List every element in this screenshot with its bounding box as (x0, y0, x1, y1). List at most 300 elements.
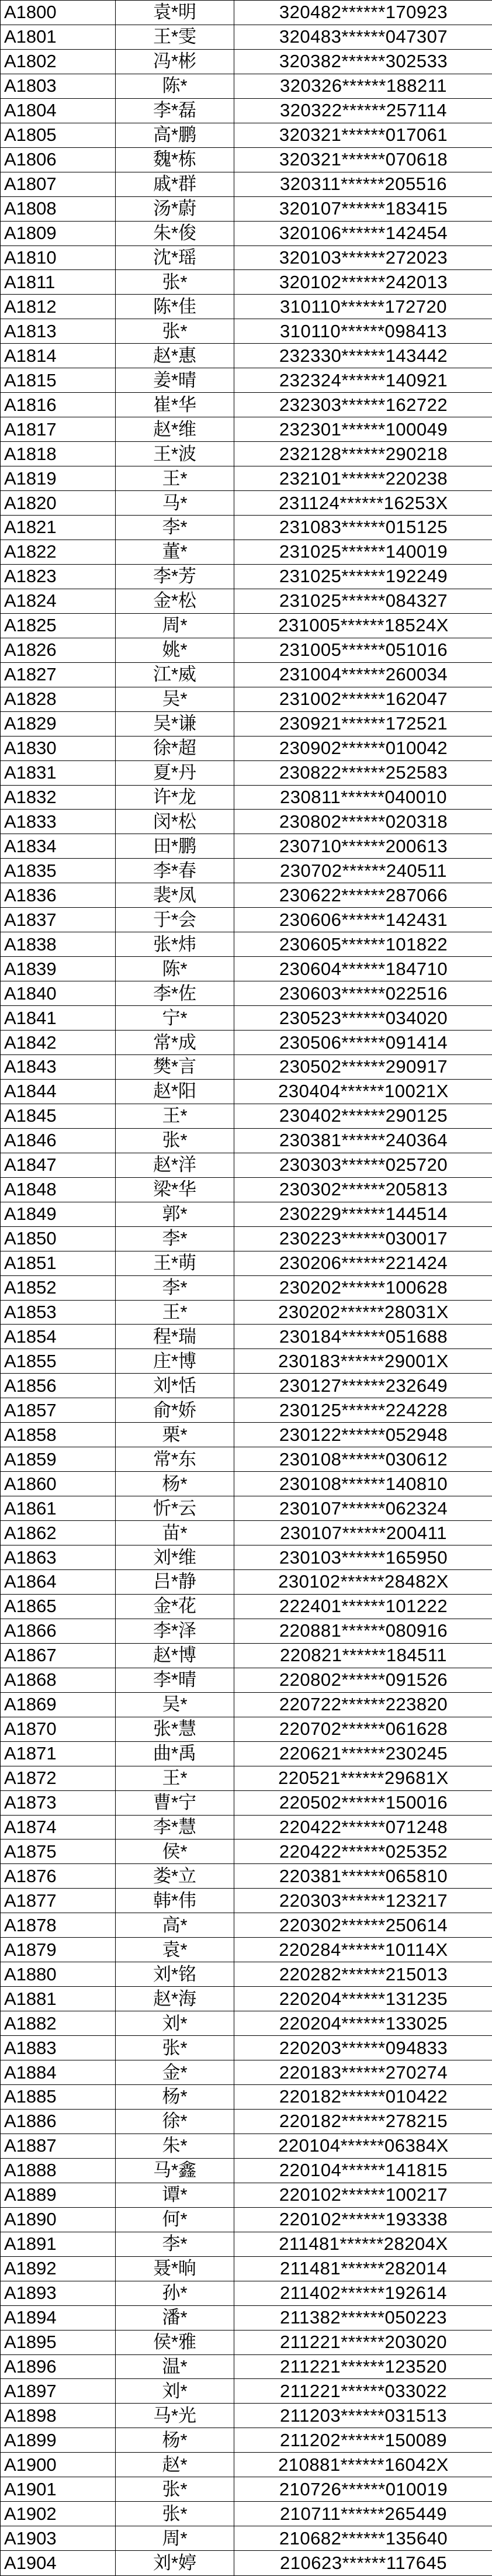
table-row (1, 760, 492, 785)
row-id-cell: A1805 (1, 123, 116, 147)
table-row (1, 2134, 492, 2158)
row-id-cell: A1884 (1, 2060, 116, 2085)
id-number-cell: 230710******200613 (234, 834, 492, 859)
name-cell: 赵* (116, 2453, 234, 2477)
row-id-cell: A1806 (1, 147, 116, 172)
name-cell: 赵*海 (116, 1987, 234, 2011)
id-number-cell: 320107******183415 (234, 196, 492, 221)
id-number-cell: 231025******140019 (234, 540, 492, 564)
table-row (1, 2207, 492, 2232)
id-number-cell: 320326******188211 (234, 74, 492, 98)
table-row (1, 1079, 492, 1104)
table-row (1, 859, 492, 883)
name-cell: 冯*彬 (116, 49, 234, 74)
name-cell: 杨* (116, 2428, 234, 2453)
id-number-cell: 320482******170923 (234, 1, 492, 25)
name-cell: 李*磊 (116, 98, 234, 123)
id-number-cell: 320322******257114 (234, 98, 492, 123)
table-row (1, 25, 492, 49)
row-id-cell: A1812 (1, 295, 116, 319)
row-id-cell: A1828 (1, 687, 116, 711)
table-row (1, 491, 492, 516)
row-id-cell: A1896 (1, 2354, 116, 2379)
id-number-cell: 220502******150016 (234, 1790, 492, 1815)
table-row (1, 2011, 492, 2036)
name-cell: 宁* (116, 1006, 234, 1031)
name-cell: 江*威 (116, 662, 234, 687)
table-row (1, 1104, 492, 1128)
id-number-cell: 230108******140810 (234, 1472, 492, 1496)
name-cell: 李*佐 (116, 981, 234, 1006)
row-id-cell: A1811 (1, 270, 116, 295)
row-id-cell: A1830 (1, 736, 116, 760)
row-id-cell: A1802 (1, 49, 116, 74)
row-id-cell: A1848 (1, 1177, 116, 1202)
id-number-cell: 230206******221424 (234, 1251, 492, 1275)
row-id-cell: A1894 (1, 2305, 116, 2330)
row-id-cell: A1868 (1, 1668, 116, 1692)
name-cell: 赵*维 (116, 417, 234, 442)
id-number-cell: 231004******260034 (234, 662, 492, 687)
id-number-cell: 230605******101822 (234, 932, 492, 957)
row-id-cell: A1844 (1, 1079, 116, 1104)
id-number-cell: 210623******117645 (234, 2551, 492, 2576)
table-row (1, 295, 492, 319)
id-number-cell: 220182******278215 (234, 2109, 492, 2134)
id-number-cell: 310110******098413 (234, 319, 492, 344)
name-cell: 马*鑫 (116, 2158, 234, 2183)
name-cell: 樊*言 (116, 1054, 234, 1079)
row-id-cell: A1892 (1, 2256, 116, 2281)
row-id-cell: A1865 (1, 1594, 116, 1619)
name-cell: 聂*晌 (116, 2256, 234, 2281)
table-row (1, 1177, 492, 1202)
table-row (1, 908, 492, 932)
row-id-cell: A1813 (1, 319, 116, 344)
id-number-cell: 220182******010422 (234, 2085, 492, 2110)
row-id-cell: A1808 (1, 196, 116, 221)
name-cell: 刘*婷 (116, 2551, 234, 2576)
name-cell: 杨* (116, 2085, 234, 2110)
id-number-cell: 220302******250614 (234, 1913, 492, 1938)
id-number-cell: 230122******052948 (234, 1423, 492, 1447)
name-cell: 裴*凤 (116, 883, 234, 908)
name-cell: 袁* (116, 1938, 234, 1962)
id-number-cell: 230229******144514 (234, 1202, 492, 1226)
row-id-cell: A1903 (1, 2526, 116, 2551)
id-number-cell: 210881******16042X (234, 2453, 492, 2477)
name-cell: 董* (116, 540, 234, 564)
id-number-cell: 232301******100049 (234, 417, 492, 442)
id-number-cell: 231002******162047 (234, 687, 492, 711)
id-number-cell: 230404******10021X (234, 1079, 492, 1104)
table-row (1, 1521, 492, 1545)
id-number-cell: 230921******172521 (234, 711, 492, 736)
name-cell: 王*波 (116, 442, 234, 466)
name-cell: 李*慧 (116, 1815, 234, 1839)
table-row (1, 221, 492, 246)
id-number-cell: 220381******065810 (234, 1864, 492, 1889)
table-row (1, 1938, 492, 1962)
name-cell: 李*泽 (116, 1619, 234, 1643)
name-cell: 侯*雅 (116, 2330, 234, 2354)
name-cell: 王* (116, 1104, 234, 1128)
table-row (1, 270, 492, 295)
name-cell: 俞*娇 (116, 1398, 234, 1423)
name-cell: 王* (116, 1300, 234, 1325)
row-id-cell: A1875 (1, 1839, 116, 1864)
table-row (1, 2404, 492, 2428)
id-number-cell: 211481******28204X (234, 2232, 492, 2256)
table-row (1, 2232, 492, 2256)
id-number-cell: 232324******140921 (234, 368, 492, 393)
row-id-cell: A1885 (1, 2085, 116, 2110)
table-row (1, 2551, 492, 2576)
table-row (1, 2526, 492, 2551)
row-id-cell: A1845 (1, 1104, 116, 1128)
table-row (1, 2060, 492, 2085)
table-row (1, 2183, 492, 2207)
id-number-cell: 230107******200411 (234, 1521, 492, 1545)
name-cell: 朱*俊 (116, 221, 234, 246)
name-cell: 朱* (116, 2134, 234, 2158)
row-id-cell: A1872 (1, 1766, 116, 1790)
id-number-cell: 230103******165950 (234, 1545, 492, 1570)
table-row (1, 1153, 492, 1177)
id-number-cell: 232101******220238 (234, 466, 492, 491)
id-number-cell: 320382******302533 (234, 49, 492, 74)
id-number-cell: 230506******091414 (234, 1031, 492, 1055)
row-id-cell: A1824 (1, 589, 116, 613)
id-number-cell: 320311******205516 (234, 172, 492, 196)
row-id-cell: A1832 (1, 785, 116, 810)
id-number-cell: 320321******017061 (234, 123, 492, 147)
name-cell: 于*会 (116, 908, 234, 932)
row-id-cell: A1826 (1, 638, 116, 662)
name-cell: 马* (116, 491, 234, 516)
id-number-cell: 230402******290125 (234, 1104, 492, 1128)
id-number-cell: 232128******290218 (234, 442, 492, 466)
name-cell: 刘* (116, 2011, 234, 2036)
id-number-cell: 232303******162722 (234, 393, 492, 417)
row-id-cell: A1840 (1, 981, 116, 1006)
table-row (1, 2109, 492, 2134)
table-row (1, 785, 492, 810)
row-id-cell: A1834 (1, 834, 116, 859)
name-cell: 戚*群 (116, 172, 234, 196)
name-cell: 常*东 (116, 1447, 234, 1472)
id-number-cell: 320103******272023 (234, 246, 492, 270)
id-number-cell: 231124******16253X (234, 491, 492, 516)
id-number-cell: 220821******184511 (234, 1643, 492, 1668)
id-number-cell: 231005******051016 (234, 638, 492, 662)
row-id-cell: A1853 (1, 1300, 116, 1325)
table-row (1, 711, 492, 736)
name-cell: 娄*立 (116, 1864, 234, 1889)
row-id-cell: A1821 (1, 516, 116, 540)
name-cell: 王*雯 (116, 25, 234, 49)
id-number-cell: 230811******040010 (234, 785, 492, 810)
id-number-cell: 231025******192249 (234, 564, 492, 589)
table-row (1, 1987, 492, 2011)
table-row (1, 932, 492, 957)
table-row (1, 2354, 492, 2379)
id-number-cell: 231025******084327 (234, 589, 492, 613)
id-number-cell: 211203******031513 (234, 2404, 492, 2428)
table-row (1, 344, 492, 368)
name-cell: 张* (116, 1128, 234, 1153)
table-row (1, 1766, 492, 1790)
name-cell: 张* (116, 319, 234, 344)
name-cell: 赵*阳 (116, 1079, 234, 1104)
table-row (1, 2305, 492, 2330)
row-id-cell: A1873 (1, 1790, 116, 1815)
name-cell: 张* (116, 2036, 234, 2060)
table-row (1, 736, 492, 760)
table-row (1, 1300, 492, 1325)
id-number-cell: 231005******18524X (234, 613, 492, 638)
row-id-cell: A1855 (1, 1349, 116, 1374)
table-row (1, 687, 492, 711)
id-number-cell: 220282******215013 (234, 1962, 492, 1987)
id-number-cell: 220104******141815 (234, 2158, 492, 2183)
row-id-cell: A1866 (1, 1619, 116, 1643)
row-id-cell: A1804 (1, 98, 116, 123)
row-id-cell: A1820 (1, 491, 116, 516)
name-cell: 何* (116, 2207, 234, 2232)
table-row (1, 1643, 492, 1668)
name-cell: 刘*恬 (116, 1374, 234, 1398)
row-id-cell: A1854 (1, 1325, 116, 1349)
table-row (1, 834, 492, 859)
name-cell: 闵*松 (116, 810, 234, 834)
row-id-cell: A1819 (1, 466, 116, 491)
row-id-cell: A1876 (1, 1864, 116, 1889)
table-row (1, 638, 492, 662)
row-id-cell: A1810 (1, 246, 116, 270)
table-row (1, 883, 492, 908)
id-number-cell: 211221******123520 (234, 2354, 492, 2379)
id-number-cell: 230802******020318 (234, 810, 492, 834)
id-number-cell: 230223******030017 (234, 1226, 492, 1251)
name-cell: 忻*云 (116, 1496, 234, 1521)
row-id-cell: A1879 (1, 1938, 116, 1962)
name-cell: 赵*洋 (116, 1153, 234, 1177)
name-cell: 马*光 (116, 2404, 234, 2428)
name-cell: 王*萌 (116, 1251, 234, 1275)
table-row (1, 981, 492, 1006)
table-row (1, 1619, 492, 1643)
id-number-cell: 211221******203020 (234, 2330, 492, 2354)
table-row (1, 1864, 492, 1889)
name-cell: 栗* (116, 1423, 234, 1447)
name-cell: 夏*丹 (116, 760, 234, 785)
row-id-cell: A1822 (1, 540, 116, 564)
id-number-cell: 230302******205813 (234, 1177, 492, 1202)
name-cell: 刘*铭 (116, 1962, 234, 1987)
table-row (1, 1668, 492, 1692)
name-cell: 陈*佳 (116, 295, 234, 319)
row-id-cell: A1899 (1, 2428, 116, 2453)
table-row (1, 123, 492, 147)
id-number-cell: 211481******282014 (234, 2256, 492, 2281)
name-cell: 温* (116, 2354, 234, 2379)
name-cell: 杨* (116, 1472, 234, 1496)
id-number-cell: 320102******242013 (234, 270, 492, 295)
name-cell: 侯* (116, 1839, 234, 1864)
name-cell: 潘* (116, 2305, 234, 2330)
table-row (1, 1717, 492, 1741)
id-number-cell: 230502******290917 (234, 1054, 492, 1079)
id-number-cell: 220204******131235 (234, 1987, 492, 2011)
id-number-cell: 230202******28031X (234, 1300, 492, 1325)
row-id-cell: A1841 (1, 1006, 116, 1031)
row-id-cell: A1858 (1, 1423, 116, 1447)
row-id-cell: A1861 (1, 1496, 116, 1521)
name-cell: 张* (116, 270, 234, 295)
table-row (1, 1275, 492, 1300)
row-id-cell: A1816 (1, 393, 116, 417)
row-id-cell: A1895 (1, 2330, 116, 2354)
id-number-cell: 210711******265449 (234, 2502, 492, 2526)
row-id-cell: A1898 (1, 2404, 116, 2428)
table-row (1, 1839, 492, 1864)
id-number-cell: 230606******142431 (234, 908, 492, 932)
table-row (1, 1202, 492, 1226)
row-id-cell: A1849 (1, 1202, 116, 1226)
name-cell: 曲*禹 (116, 1741, 234, 1766)
row-id-cell: A1839 (1, 957, 116, 981)
name-cell: 陈* (116, 957, 234, 981)
row-id-cell: A1801 (1, 25, 116, 49)
id-number-cell: 230702******240511 (234, 859, 492, 883)
table-row (1, 246, 492, 270)
table-row (1, 589, 492, 613)
name-cell: 常*成 (116, 1031, 234, 1055)
id-number-cell: 211402******192614 (234, 2281, 492, 2305)
row-id-cell: A1838 (1, 932, 116, 957)
table-row (1, 810, 492, 834)
name-cell: 沈*瑶 (116, 246, 234, 270)
row-id-cell: A1881 (1, 1987, 116, 2011)
table-row (1, 1398, 492, 1423)
table-row (1, 1472, 492, 1496)
id-number-cell: 220422******025352 (234, 1839, 492, 1864)
name-cell: 高*鹏 (116, 123, 234, 147)
table-row (1, 2477, 492, 2502)
table-row (1, 2379, 492, 2404)
id-number-cell: 220521******29681X (234, 1766, 492, 1790)
name-cell: 韩*伟 (116, 1889, 234, 1913)
table-row (1, 1692, 492, 1717)
row-id-cell: A1887 (1, 2134, 116, 2158)
name-cell: 魏*栋 (116, 147, 234, 172)
row-id-cell: A1871 (1, 1741, 116, 1766)
table-row (1, 1325, 492, 1349)
row-id-cell: A1869 (1, 1692, 116, 1717)
name-cell: 张*炜 (116, 932, 234, 957)
id-number-cell: 230125******224228 (234, 1398, 492, 1423)
table-row (1, 2281, 492, 2305)
name-cell: 吴* (116, 1692, 234, 1717)
id-number-cell: 230202******100628 (234, 1275, 492, 1300)
table-row (1, 516, 492, 540)
row-id-cell: A1800 (1, 1, 116, 25)
row-id-cell: A1842 (1, 1031, 116, 1055)
table-row (1, 662, 492, 687)
table-row (1, 540, 492, 564)
row-id-cell: A1862 (1, 1521, 116, 1545)
name-cell: 曹*宁 (116, 1790, 234, 1815)
name-cell: 高* (116, 1913, 234, 1938)
id-number-cell: 320106******142454 (234, 221, 492, 246)
id-number-cell: 220284******10114X (234, 1938, 492, 1962)
table-row (1, 2158, 492, 2183)
table-row (1, 442, 492, 466)
table-row (1, 1054, 492, 1079)
name-cell: 崔*华 (116, 393, 234, 417)
row-id-cell: A1852 (1, 1275, 116, 1300)
name-cell: 刘* (116, 2379, 234, 2404)
table-row (1, 1913, 492, 1938)
table-row (1, 1423, 492, 1447)
name-cell: 吴* (116, 687, 234, 711)
id-number-cell: 230523******034020 (234, 1006, 492, 1031)
table-row (1, 1889, 492, 1913)
table-row (1, 1545, 492, 1570)
id-number-cell: 230303******025720 (234, 1153, 492, 1177)
row-id-cell: A1835 (1, 859, 116, 883)
row-id-cell: A1864 (1, 1570, 116, 1595)
row-id-cell: A1807 (1, 172, 116, 196)
id-number-cell: 220422******071248 (234, 1815, 492, 1839)
table-row (1, 1006, 492, 1031)
id-number-cell: 220102******193338 (234, 2207, 492, 2232)
id-number-cell: 230603******022516 (234, 981, 492, 1006)
id-number-cell: 220203******094833 (234, 2036, 492, 2060)
name-cell: 李* (116, 2232, 234, 2256)
id-number-cell: 320321******070618 (234, 147, 492, 172)
row-id-cell: A1893 (1, 2281, 116, 2305)
table-row (1, 1226, 492, 1251)
row-id-cell: A1831 (1, 760, 116, 785)
table-row (1, 1962, 492, 1987)
row-id-cell: A1859 (1, 1447, 116, 1472)
row-id-cell: A1833 (1, 810, 116, 834)
id-number-cell: 211221******033022 (234, 2379, 492, 2404)
name-cell: 王* (116, 1766, 234, 1790)
row-id-cell: A1870 (1, 1717, 116, 1741)
name-cell: 金* (116, 2060, 234, 2085)
table-row (1, 1031, 492, 1055)
name-cell: 孙* (116, 2281, 234, 2305)
id-number-cell: 230184******051688 (234, 1325, 492, 1349)
id-number-cell: 220621******230245 (234, 1741, 492, 1766)
table-row (1, 1790, 492, 1815)
id-number-cell: 220104******06384X (234, 2134, 492, 2158)
name-cell: 金*松 (116, 589, 234, 613)
name-cell: 李*春 (116, 859, 234, 883)
row-id-cell: A1890 (1, 2207, 116, 2232)
name-cell: 汤*蔚 (116, 196, 234, 221)
name-cell: 张*慧 (116, 1717, 234, 1741)
row-id-cell: A1851 (1, 1251, 116, 1275)
table-row (1, 466, 492, 491)
row-id-cell: A1825 (1, 613, 116, 638)
id-number-cell: 222401******101222 (234, 1594, 492, 1619)
row-id-cell: A1874 (1, 1815, 116, 1839)
name-cell: 许*龙 (116, 785, 234, 810)
